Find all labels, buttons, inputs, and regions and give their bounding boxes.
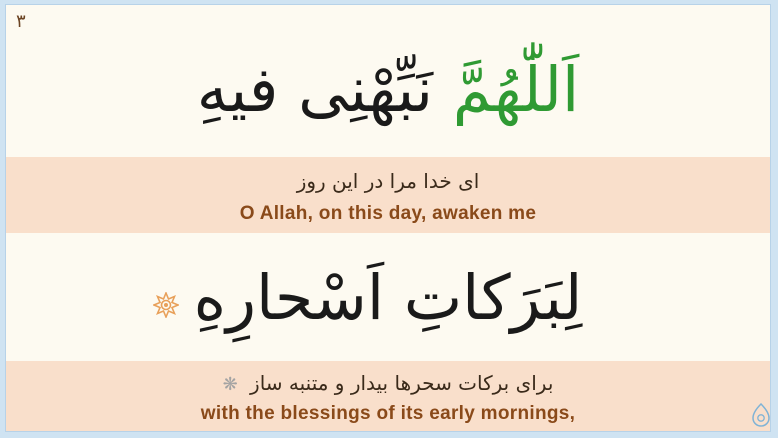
translation-band-1 [6, 157, 770, 233]
english-translation-1: O Allah, on this day, awaken me [239, 203, 537, 224]
page-number: ۳ [16, 11, 26, 32]
brand-logo-icon [751, 403, 771, 427]
verse-1-black-text: نَبِّهْنِى فيهِ [196, 53, 434, 126]
farsi-translation-2: برای برکات سحرها بیدار و متنبه ساز [250, 371, 554, 395]
verse-line-1 [6, 53, 770, 126]
farsi-translation-1: ای خدا مرا در این روز [296, 169, 480, 193]
translation-band-2 [6, 361, 770, 432]
farsi-translation-2-row [6, 371, 770, 395]
verse-1-green-text: اَللّٰهُمَّ [452, 53, 580, 126]
english-translation-2: with the blessings of its early mornings, [200, 403, 576, 424]
verse-line-2: لِبَرَكاتِ اَسْحارِهِ [193, 261, 583, 334]
snowflake-icon: ❋ [222, 374, 238, 395]
slide-frame [5, 4, 771, 432]
